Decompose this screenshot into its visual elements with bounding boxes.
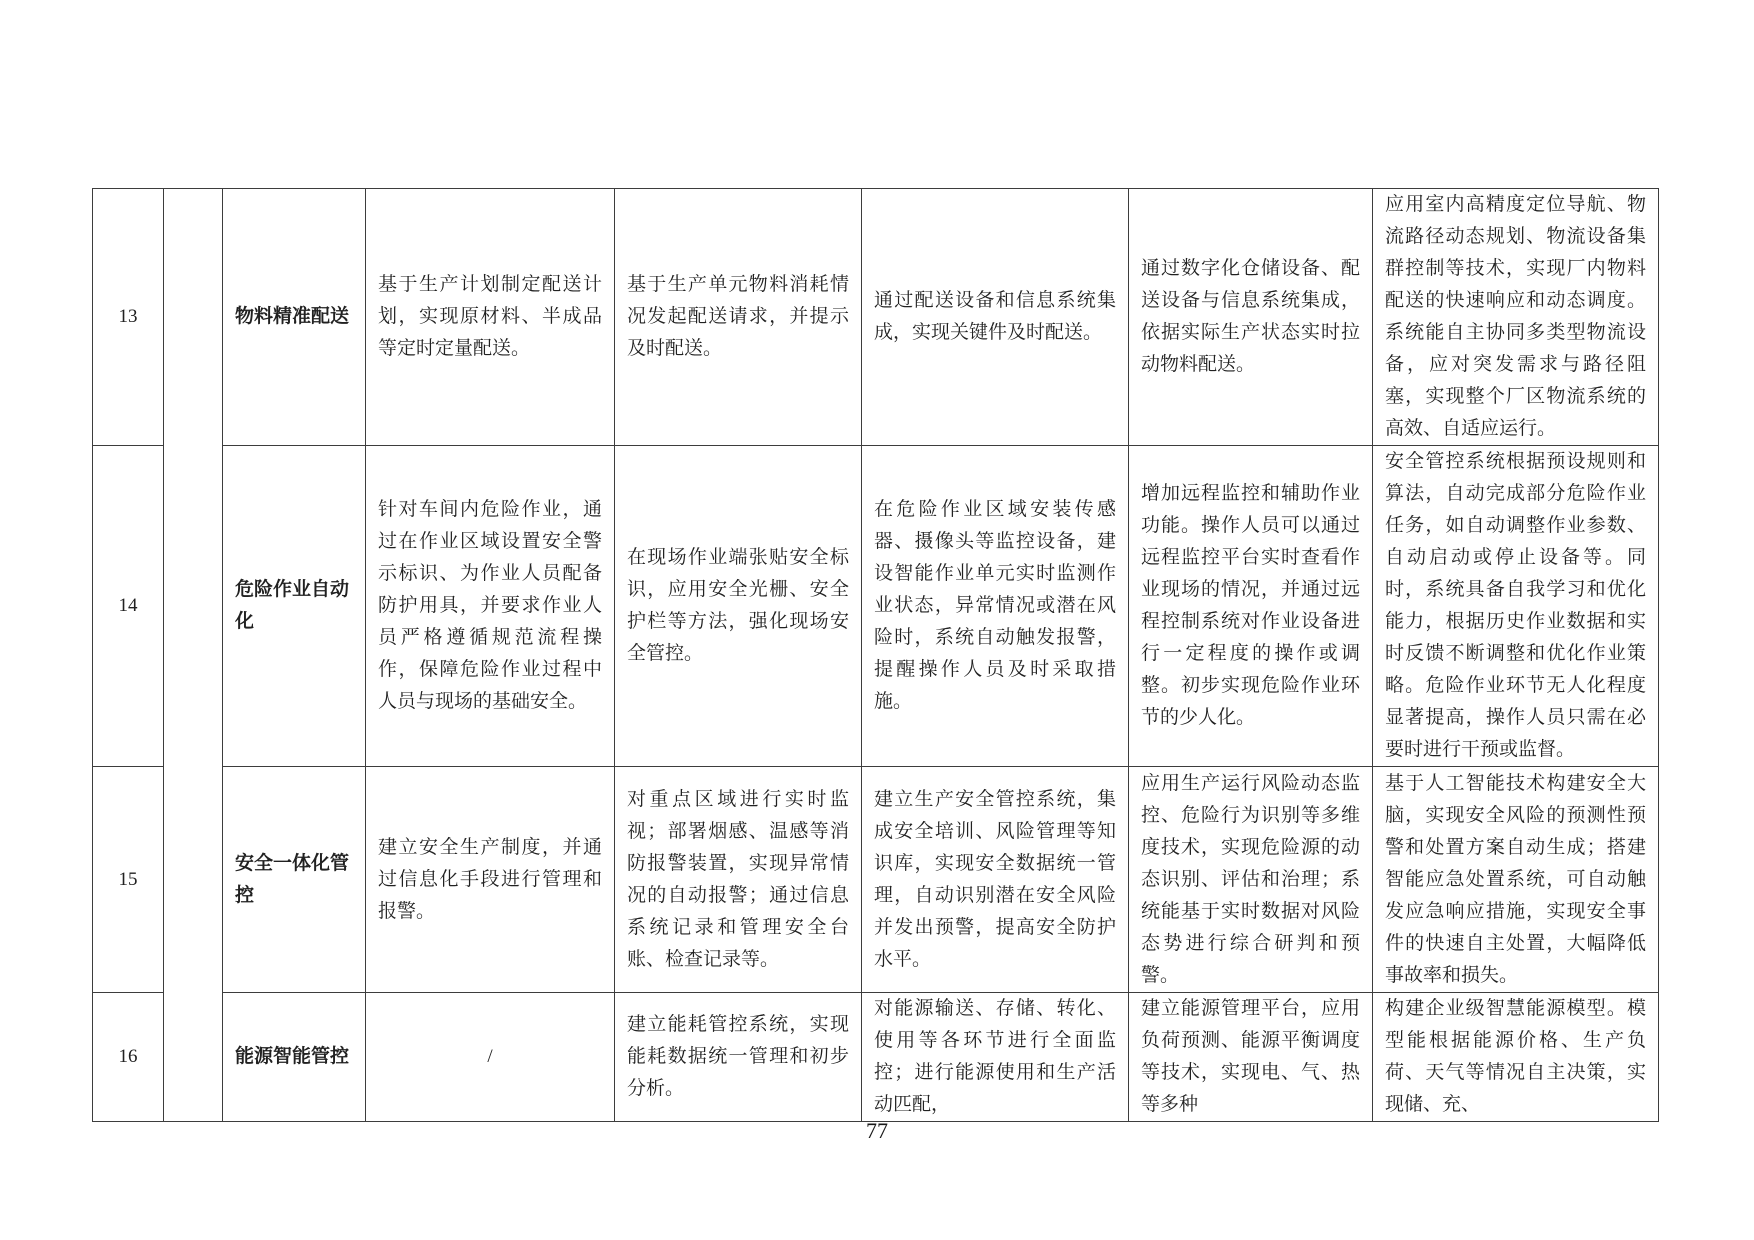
level-1-cell: 建立安全生产制度，并通过信息化手段进行管理和报警。 xyxy=(366,767,615,993)
level-2-cell: 建立能耗管控系统，实现能耗数据统一管理和初步分析。 xyxy=(615,993,862,1122)
capability-name-cell: 物料精准配送 xyxy=(223,189,366,446)
capability-name-cell: 能源智能管控 xyxy=(223,993,366,1122)
level-1-cell: / xyxy=(366,993,615,1122)
level-5-cell: 基于人工智能技术构建安全大脑，实现安全风险的预测性预警和处置方案自动生成；搭建智能应急处置系统，可自动触发应急响应措施，实现安全事件的快速自主处置，大幅降低事故率和损失。 xyxy=(1373,767,1659,993)
level-3-cell: 建立生产安全管控系统，集成安全培训、风险管理等知识库，实现安全数据统一管理，自动识别潜在安全风险并发出预警，提高安全防护水平。 xyxy=(862,767,1129,993)
level-4-cell: 通过数字化仓储设备、配送设备与信息系统集成，依据实际生产状态实时拉动物料配送。 xyxy=(1129,189,1373,446)
table-row xyxy=(93,767,1659,993)
level-3-cell: 对能源输送、存储、转化、使用等各环节进行全面监控；进行能源使用和生产活动匹配， xyxy=(862,993,1129,1122)
capability-maturity-table xyxy=(92,188,1659,1122)
level-5-cell: 构建企业级智慧能源模型。模型能根据能源价格、生产负荷、天气等情况自主决策，实现储、充、 xyxy=(1373,993,1659,1122)
level-4-cell: 应用生产运行风险动态监控、危险行为识别等多维度技术，实现危险源的动态识别、评估和治理；系统能基于实时数据对风险态势进行综合研判和预警。 xyxy=(1129,767,1373,993)
level-2-cell: 在现场作业端张贴安全标识，应用安全光栅、安全护栏等方法，强化现场安全管控。 xyxy=(615,446,862,767)
category-cell xyxy=(164,189,223,1122)
table-row xyxy=(93,446,1659,767)
level-4-cell: 建立能源管理平台，应用负荷预测、能源平衡调度等技术，实现电、气、热等多种 xyxy=(1129,993,1373,1122)
level-3-cell: 在危险作业区域安装传感器、摄像头等监控设备，建设智能作业单元实时监测作业状态，异常情况或潜在风险时，系统自动触发报警，提醒操作人员及时采取措施。 xyxy=(862,446,1129,767)
row-number-cell: 15 xyxy=(93,767,164,993)
level-2-cell: 基于生产单元物料消耗情况发起配送请求，并提示及时配送。 xyxy=(615,189,862,446)
level-1-cell: 针对车间内危险作业，通过在作业区域设置安全警示标识、为作业人员配备防护用具，并要求作业人员严格遵循规范流程操作，保障危险作业过程中人员与现场的基础安全。 xyxy=(366,446,615,767)
capability-name-cell: 安全一体化管控 xyxy=(223,767,366,993)
row-number-cell: 14 xyxy=(93,446,164,767)
level-2-cell: 对重点区域进行实时监视；部署烟感、温感等消防报警装置，实现异常情况的自动报警；通过信息系统记录和管理安全台账、检查记录等。 xyxy=(615,767,862,993)
page-number: 77 xyxy=(866,1118,888,1143)
table-row xyxy=(93,189,1659,446)
level-3-cell: 通过配送设备和信息系统集成，实现关键件及时配送。 xyxy=(862,189,1129,446)
table-row xyxy=(93,993,1659,1122)
level-4-cell: 增加远程监控和辅助作业功能。操作人员可以通过远程监控平台实时查看作业现场的情况，并通过远程控制系统对作业设备进行一定程度的操作或调整。初步实现危险作业环节的少人化。 xyxy=(1129,446,1373,767)
row-number-cell: 13 xyxy=(93,189,164,446)
level-5-cell: 应用室内高精度定位导航、物流路径动态规划、物流设备集群控制等技术，实现厂内物料配送的快速响应和动态调度。系统能自主协同多类型物流设备，应对突发需求与路径阻塞，实现整个厂区物流系统的高效、自适应运行。 xyxy=(1373,189,1659,446)
level-1-cell: 基于生产计划制定配送计划，实现原材料、半成品等定时定量配送。 xyxy=(366,189,615,446)
row-number-cell: 16 xyxy=(93,993,164,1122)
capability-name-cell: 危险作业自动化 xyxy=(223,446,366,767)
level-5-cell: 安全管控系统根据预设规则和算法，自动完成部分危险作业任务，如自动调整作业参数、自动启动或停止设备等。同时，系统具备自我学习和优化能力，根据历史作业数据和实时反馈不断调整和优化作业策略。危险作业环节无人化程度显著提高，操作人员只需在必要时进行干预或监督。 xyxy=(1373,446,1659,767)
